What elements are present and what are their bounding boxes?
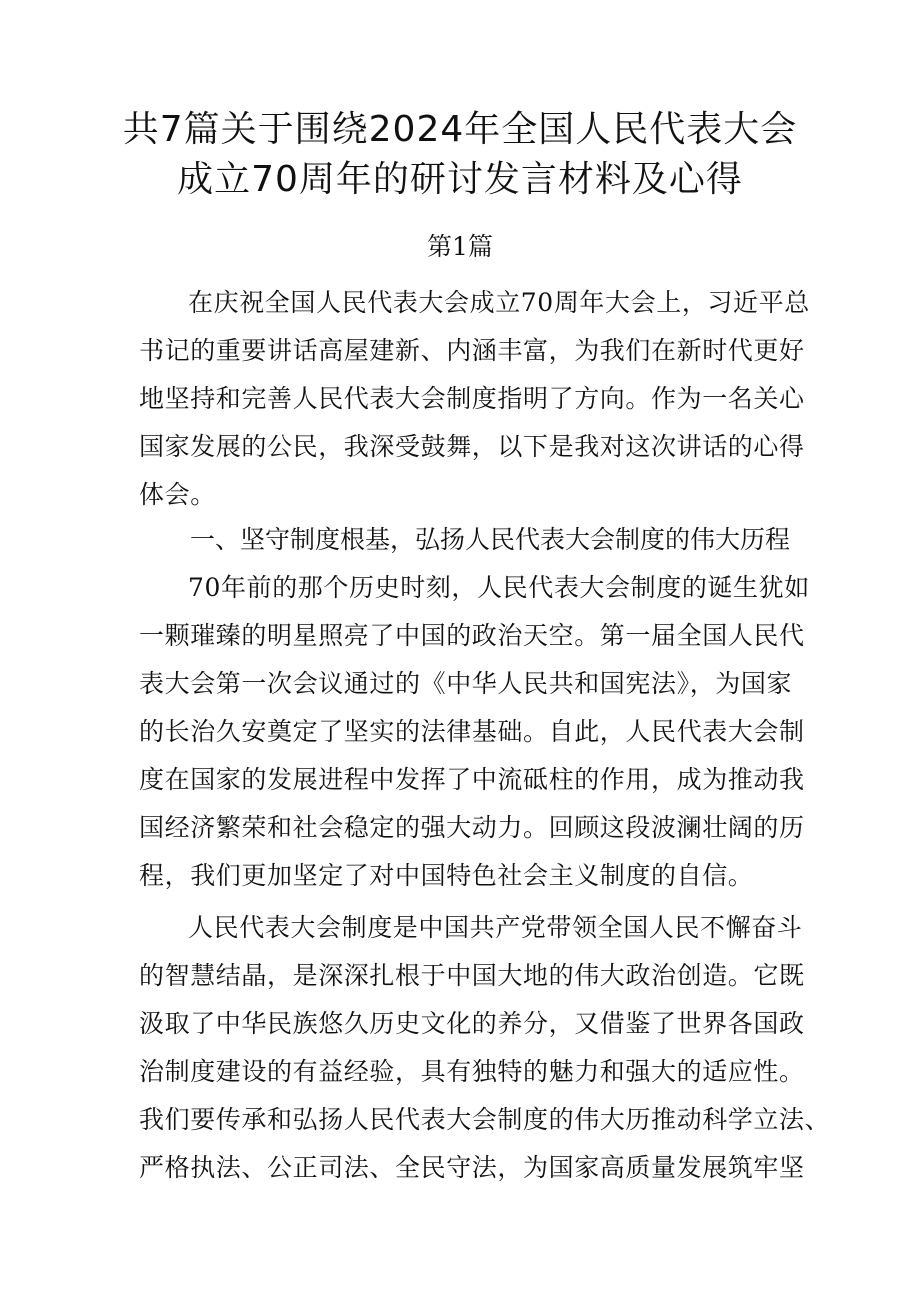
paragraph-1-line-1: 在庆祝全国人民代表大会成立70周年大会上，习近平总: [188, 288, 810, 317]
paragraph-3-line-5: 我们要传承和弘扬人民代表大会制度的伟大历推动科学立法、: [139, 1105, 831, 1134]
paragraph-3-line-1: 人民代表大会制度是中国共产党带领全国人民不懈奋斗: [188, 913, 803, 942]
paragraph-1-line-3: 地坚持和完善人民代表大会制度指明了方向。作为一名关心: [139, 384, 805, 413]
document-title-line-1: 共7篇关于围绕2024年全国人民代表大会: [122, 109, 798, 150]
paragraph-3-line-4: 治制度建设的有益经验，具有独特的魅力和强大的适应性。: [139, 1057, 805, 1086]
document-title-line-2: 成立70周年的研讨发言材料及心得: [177, 159, 743, 200]
paragraph-3-line-6: 严格执法、公正司法、全民守法，为国家高质量发展筑牢坚: [139, 1153, 805, 1182]
paragraph-2-line-3: 表大会第一次会议通过的《中华人民共和国宪法》，为国家: [139, 669, 793, 698]
paragraph-2-line-1: 70年前的那个历史时刻，人民代表大会制度的诞生犹如: [188, 573, 810, 602]
part-label: 第1篇: [427, 232, 493, 261]
paragraph-2-line-7: 程，我们更加坚定了对中国特色社会主义制度的自信。: [139, 861, 754, 890]
paragraph-1-line-4: 国家发展的公民，我深受鼓舞，以下是我对这次讲话的心得: [139, 432, 805, 461]
paragraph-2-line-2: 一颗璀臻的明星照亮了中国的政治天空。第一届全国人民代: [139, 621, 805, 650]
paragraph-2-line-4: 的长治久安奠定了坚实的法律基础。自此，人民代表大会制: [139, 717, 805, 746]
paragraph-2-line-5: 度在国家的发展进程中发挥了中流砥柱的作用，成为推动我: [139, 765, 805, 794]
paragraph-3-line-2: 的智慧结晶，是深深扎根于中国大地的伟大政治创造。它既: [139, 961, 805, 990]
paragraph-1-line-5: 体会。: [139, 480, 216, 509]
paragraph-1-line-2: 书记的重要讲话高屋建新、内涵丰富，为我们在新时代更好: [139, 336, 805, 365]
paragraph-2-line-6: 国经济繁荣和社会稳定的强大动力。回顾这段波澜壮阔的历: [139, 813, 805, 842]
section-heading-1: 一、坚守制度根基，弘扬人民代表大会制度的伟大历程: [190, 525, 791, 554]
paragraph-3-line-3: 汲取了中华民族悠久历史文化的养分，又借鉴了世界各国政: [139, 1009, 805, 1038]
